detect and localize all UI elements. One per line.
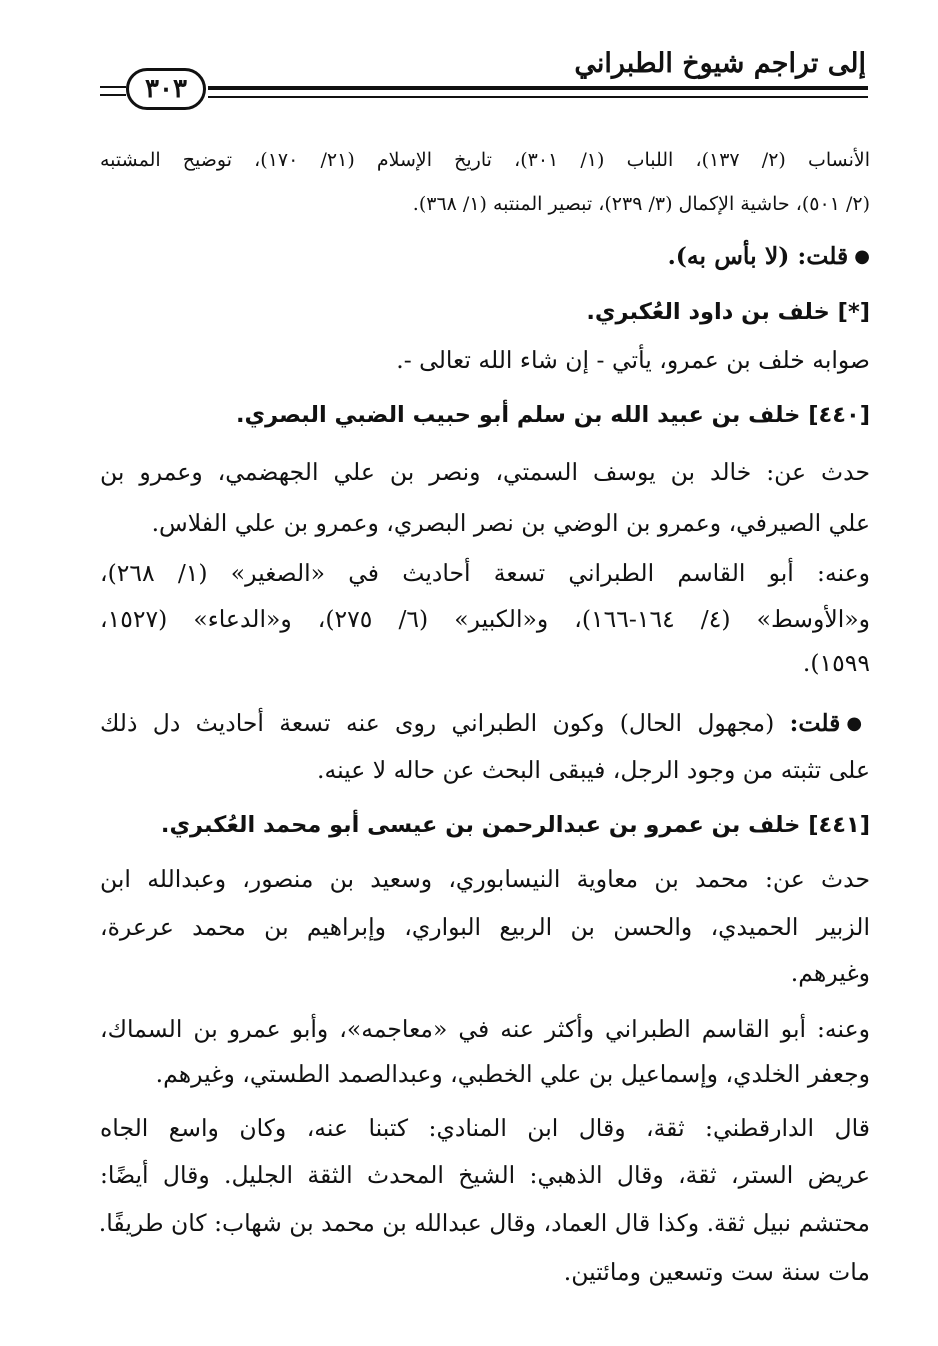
text-line: حدث عن: محمد بن معاوية النيسابوري، وسعيد بن منصور، وعبدالله ابن (100, 865, 870, 893)
header-rule-thick (208, 86, 868, 90)
note-line (100, 706, 870, 741)
text-line: وجعفر الخلدي، وإسماعيل بن علي الخطبي، وعبدالصمد الطستي، وغيرهم. (155, 1060, 870, 1088)
page-number: ٣٠٣ (126, 68, 206, 110)
text-line: الأنساب (٢/ ١٣٧)، اللباب (١/ ٣٠١)، تاريخ الإسلام (٢١/ ١٧٠)، توضيح المشتبه (100, 149, 870, 171)
text-line: على تثبته من وجود الرجل، فيبقى البحث عن حاله لا عينه. (317, 756, 870, 784)
text-line: (٢/ ٥٠١)، حاشية الإكمال (٣/ ٢٣٩)، تبصير المنتبه (١/ ٣٦٨). (412, 193, 870, 215)
header-rule-thin (208, 96, 868, 98)
entry-heading: [٤٤٠] خلف بن عبيد الله بن سلم أبو حبيب الضبي البصري. (235, 402, 870, 428)
entry-heading: [٤٤١] خلف بن عمرو بن عبدالرحمن بن عيسى أبو محمد العُكبري. (160, 812, 870, 838)
text-line: قال الدارقطني: ثقة، وقال ابن المنادي: كتبنا عنه، وكان واسع الجاه (100, 1114, 870, 1142)
text-line: (مجهول الحال) وكون الطبراني روى عنه تسعة أحاديث دل ذلك (100, 709, 775, 737)
text-line: مات سنة ست وتسعين ومائتين. (563, 1258, 870, 1286)
text-line: وعنه: أبو القاسم الطبراني وأكثر عنه في «معاجمه»، وأبو عمرو بن السماك، (100, 1015, 870, 1043)
bullet-icon: ● (846, 713, 870, 734)
text-line: حدث عن: خالد بن يوسف السمتي، ونصر بن علي الجهضمي، وعمرو بن (100, 458, 870, 486)
header-rule-left-bottom (100, 94, 126, 96)
text-line: صوابه خلف بن عمرو، يأتي - إن شاء الله تعالى -. (396, 346, 870, 374)
text-line: قلت: (لا بأس به). (667, 242, 849, 270)
text-line: وغيرهم. (790, 959, 870, 987)
text-line: علي الصيرفي، وعمرو بن الوضي بن نصر البصري، وعمرو بن علي الفلاس. (151, 509, 870, 537)
text-line: محتشم نبيل ثقة. وكذا قال العماد، وقال عبدالله بن محمد بن شهاب: كان طريفًا. (98, 1209, 870, 1237)
header-rule-left-top (100, 86, 126, 88)
text-line: عريض الستر، ثقة، وقال الذهبي: الشيخ المحدث الثقة الجليل. وقال أيضًا: (100, 1161, 870, 1189)
text-line: وعنه: أبو القاسم الطبراني تسعة أحاديث في «الصغير» (١/ ٢٦٨)، (100, 559, 871, 587)
note-line (100, 239, 870, 274)
bullet-icon: ● (854, 246, 870, 267)
running-title: إلى تراجم شيوخ الطبراني (574, 48, 866, 79)
note-label: قلت: (789, 709, 841, 737)
text-line: و«الأوسط» (٤/ ١٦٤-١٦٦)، و«الكبير» (٦/ ٢٧٥)، و«الدعاء» (١٥٢٧، (100, 605, 870, 633)
text-line: ١٥٩٩). (802, 649, 870, 677)
text-line: الزبير الحميدي، والحسن بن الربيع البواري، وإبراهيم بن محمد عرعرة، (100, 913, 870, 941)
entry-heading: [*] خلف بن داود العُكبري. (586, 299, 870, 325)
